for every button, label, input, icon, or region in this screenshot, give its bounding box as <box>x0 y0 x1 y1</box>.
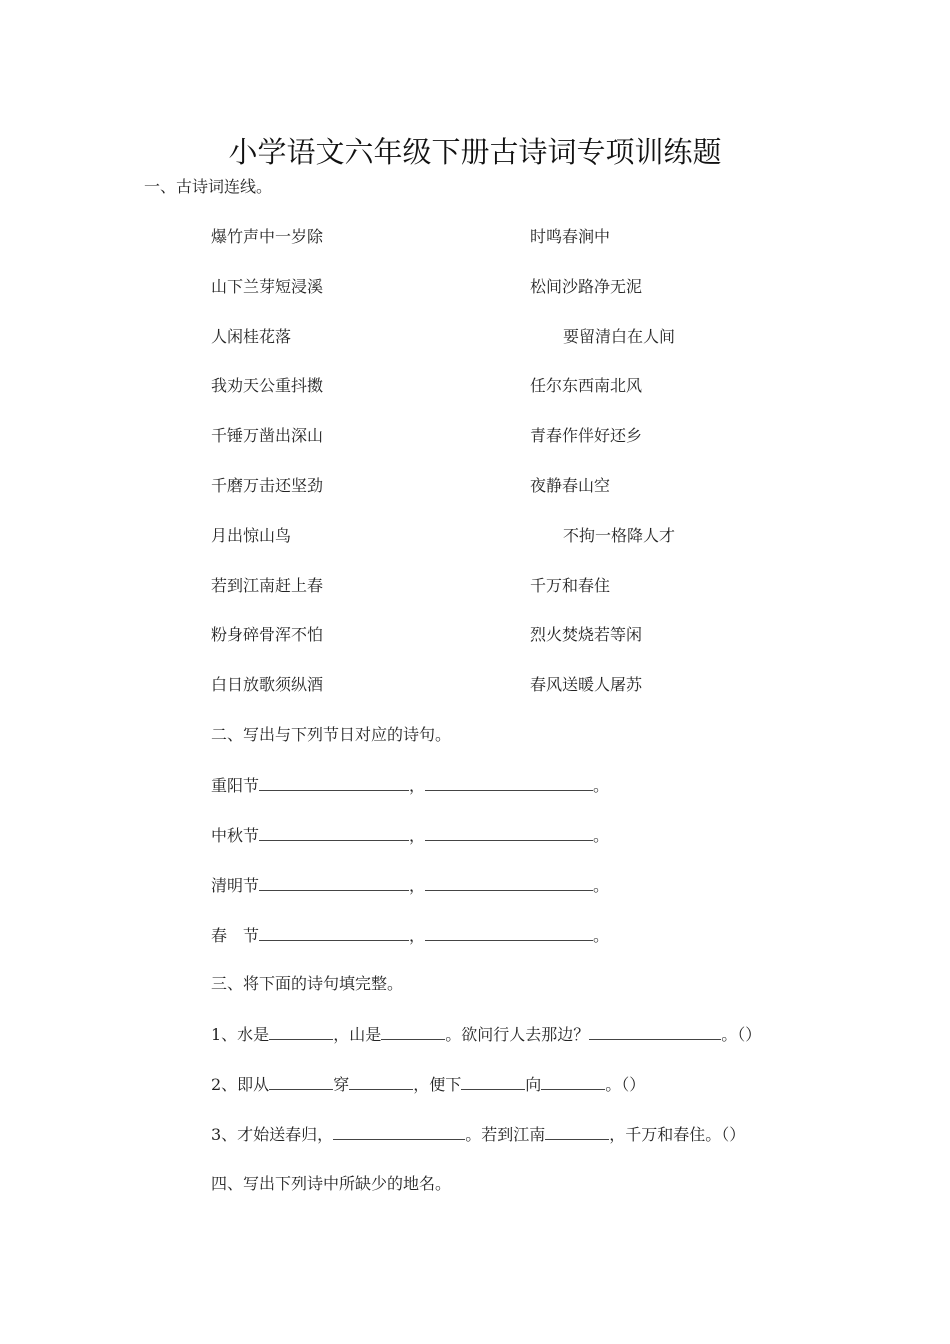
period: 。 <box>593 826 610 845</box>
right-line[interactable]: 千万和春住 <box>530 575 611 595</box>
answer-blank[interactable] <box>259 774 409 791</box>
answer-blank[interactable] <box>269 1023 333 1040</box>
matching-pair <box>0 525 950 575</box>
festival-label: 春 节 <box>211 926 260 945</box>
left-line[interactable]: 白日放歌须纵酒 <box>211 675 324 695</box>
answer-blank[interactable] <box>425 874 593 891</box>
left-line[interactable]: 粉身碎骨浑不怕 <box>211 625 324 645</box>
answer-blank[interactable] <box>349 1073 413 1090</box>
festival-label: 重阳节 <box>211 776 260 795</box>
left-line[interactable]: 爆竹声中一岁除 <box>211 227 324 246</box>
matching-pair <box>0 276 950 326</box>
period: 。 <box>593 926 610 945</box>
festival-label: 清明节 <box>211 876 260 895</box>
section-4-heading: 四、写出下列诗中所缺少的地名。 <box>211 1174 452 1193</box>
festival-row <box>211 824 609 847</box>
answer-blank[interactable] <box>461 1073 525 1090</box>
answer-blank[interactable] <box>589 1023 721 1040</box>
section-3-heading: 三、将下面的诗句填完整。 <box>211 974 404 993</box>
question-text: 穿 <box>333 1075 350 1094</box>
answer-blank[interactable] <box>545 1123 609 1140</box>
matching-pair <box>0 425 950 475</box>
left-line[interactable]: 若到江南赶上春 <box>211 575 324 595</box>
question-text: 。（） <box>605 1075 646 1094</box>
left-line[interactable]: 山下兰芽短浸溪 <box>211 276 324 296</box>
answer-blank[interactable] <box>259 824 409 841</box>
answer-blank[interactable] <box>425 774 593 791</box>
matching-pair <box>0 575 950 625</box>
right-line[interactable]: 要留清白在人间 <box>563 326 676 346</box>
page-title: 小学语文六年级下册古诗词专项训练题 <box>228 135 722 169</box>
right-line[interactable]: 春风送暖人屠苏 <box>530 675 643 695</box>
comma: ， <box>409 876 426 895</box>
comma: ， <box>409 826 426 845</box>
matching-pair <box>0 674 950 724</box>
festival-row <box>211 874 609 897</box>
comma: ， <box>409 926 426 945</box>
left-line[interactable]: 月出惊山鸟 <box>211 525 292 545</box>
question-text: ，便下 <box>413 1075 462 1094</box>
answer-blank[interactable] <box>333 1123 465 1140</box>
answer-blank[interactable] <box>425 924 593 941</box>
right-line[interactable]: 不拘一格降人才 <box>563 525 676 545</box>
matching-pair <box>0 375 950 425</box>
right-line[interactable]: 松间沙路净无泥 <box>530 276 643 296</box>
left-line[interactable]: 千锤万凿出深山 <box>211 426 324 446</box>
period: 。 <box>593 876 610 895</box>
right-line[interactable]: 青春作伴好还乡 <box>530 426 643 446</box>
matching-pairs <box>0 226 950 724</box>
answer-blank[interactable] <box>259 924 409 941</box>
answer-blank[interactable] <box>425 824 593 841</box>
question-text: 。（） <box>721 1025 762 1044</box>
fill-question-2 <box>211 1073 645 1096</box>
question-text: 1、水是 <box>211 1025 270 1044</box>
question-text: 向 <box>525 1075 542 1094</box>
period: 。 <box>593 776 610 795</box>
question-text: 2、即从 <box>211 1075 270 1094</box>
question-text: 。欲问行人去那边？ <box>445 1025 590 1044</box>
matching-pair <box>0 226 950 276</box>
right-line[interactable]: 时鸣春涧中 <box>530 227 611 246</box>
question-text: 。若到江南 <box>465 1125 546 1144</box>
left-line[interactable]: 千磨万击还坚劲 <box>211 475 324 495</box>
left-line[interactable]: 人闲桂花落 <box>211 326 292 346</box>
section-1-heading: 一、古诗词连线。 <box>144 177 273 196</box>
festival-row <box>211 924 609 947</box>
matching-pair <box>0 326 950 376</box>
comma: ， <box>409 776 426 795</box>
question-text: ，山是 <box>333 1025 382 1044</box>
right-line[interactable]: 夜静春山空 <box>530 475 611 495</box>
left-line[interactable]: 我劝天公重抖擞 <box>211 376 324 396</box>
answer-blank[interactable] <box>269 1073 333 1090</box>
answer-blank[interactable] <box>259 874 409 891</box>
festival-row <box>211 774 609 797</box>
answer-blank[interactable] <box>381 1023 445 1040</box>
right-line[interactable]: 烈火焚烧若等闲 <box>530 625 643 645</box>
matching-pair <box>0 475 950 525</box>
question-text: 3、才始送春归， <box>211 1125 334 1144</box>
right-line[interactable]: 任尔东西南北风 <box>530 376 643 396</box>
festival-label: 中秋节 <box>211 826 260 845</box>
matching-pair <box>0 624 950 674</box>
answer-blank[interactable] <box>541 1073 605 1090</box>
section-2-heading: 二、写出与下列节日对应的诗句。 <box>211 725 452 744</box>
fill-question-1 <box>211 1023 761 1046</box>
fill-question-3 <box>211 1123 745 1146</box>
question-text: ，千万和春住。（） <box>609 1125 746 1144</box>
